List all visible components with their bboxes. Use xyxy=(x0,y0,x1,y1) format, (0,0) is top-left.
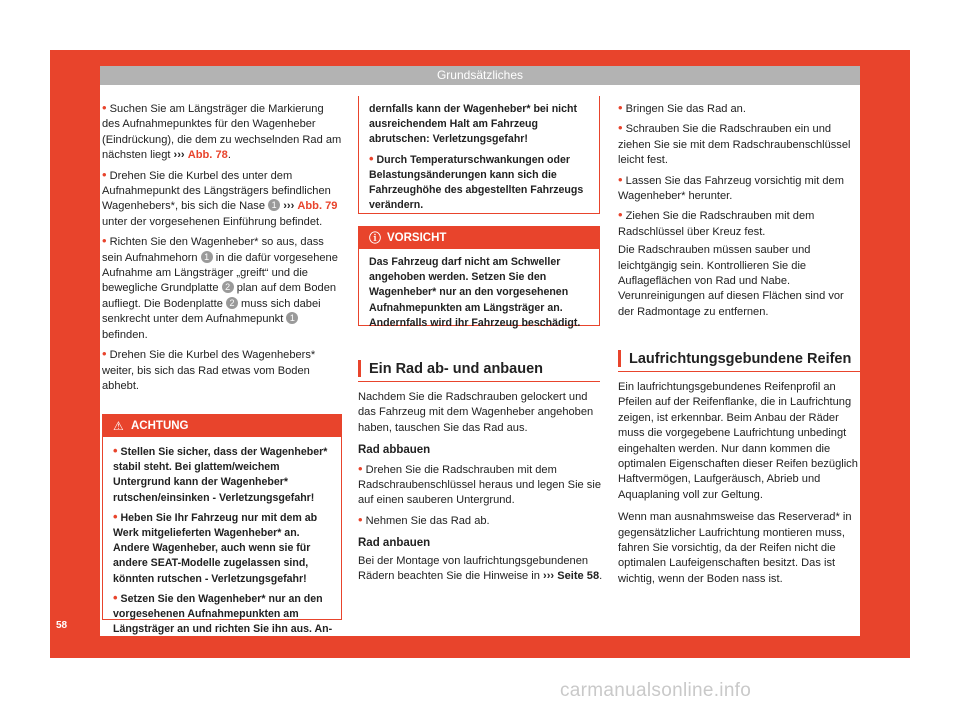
bullet-item: • Richten Sie den Wagenheber* so aus, dass sein Aufnahmehorn 1 in die dafür vorgesehene Aufnahme am Längsträger „greift“ und die bewegliche Grundplatte 2 plan auf dem Boden aufliegt. Die Bodenplatte 2 muss sich dabei senkrecht unter dem Aufnahmepunkt 1 befinden. xyxy=(102,233,338,341)
warning-body xyxy=(103,437,341,646)
bullet-icon: • xyxy=(102,166,107,182)
callout-number: 2 xyxy=(226,297,238,309)
subheading: Rad abbauen xyxy=(358,444,431,457)
warning-continuation-box xyxy=(358,96,600,214)
page-number: 58 xyxy=(56,620,68,631)
paragraph: Die Radschrauben müssen sauber und leichtgängig sein. Kontrollieren Sie die Auflageflächen von Rad und Nabe. Verunreinigungen auf diesen Flächen sind vor der Radmontage zu entfernen. xyxy=(618,244,844,318)
section-heading xyxy=(358,356,600,382)
warning-continuation-body xyxy=(359,96,599,222)
page-header: Grundsätzliches xyxy=(100,66,860,85)
info-circle-icon: ⓘ xyxy=(369,231,382,245)
bullet-icon: • xyxy=(369,150,374,166)
callout-number: 2 xyxy=(222,281,234,293)
bullet-item: • Drehen Sie die Kurbel des unter dem Aufnahmepunkt des Längsträgers befindlichen Wagenhebers*, bis sich die Nase 1 ››› Abb. 79 unter der vorgesehenen Einführung befindet. xyxy=(102,166,338,228)
caution-box xyxy=(358,226,600,329)
watermark: carmanualsonline.info xyxy=(560,680,752,701)
bullet-icon: • xyxy=(618,120,623,136)
bullet-icon: • xyxy=(618,100,623,115)
bullet-icon: • xyxy=(113,589,118,605)
warning-item: • Setzen Sie den Wagenheber* nur an den vorgesehenen Aufnahmepunkten am Längsträger an und richten Sie ihn aus. An- xyxy=(113,589,333,636)
warning-text: dernfalls kann der Wagenheber* bei nicht ausreichendem Halt am Fahrzeug abrutschen: Verletzungsgefahr! xyxy=(369,103,577,146)
bullet-icon: • xyxy=(358,460,363,476)
bullet-item: • Drehen Sie die Radschrauben mit dem Radschraubenschlüssel heraus und legen Sie sie auf einen sauberen Untergrund. xyxy=(358,460,601,507)
section-title: Ein Rad ab- und anbauen xyxy=(369,360,544,377)
page-link[interactable]: Seite 58 xyxy=(557,570,600,583)
column-left xyxy=(102,100,342,397)
paragraph: Ein laufrichtungsgebundenes Reifenprofil an Pfeilen auf der Reifenflanke, die in Laufrichtung zeigen, ist erkennbar. Beim Anbau der Räder muss die vorgegebene Laufrichtung unbedingt eingehalten werden. Nur dann kommen die optimalen Eigenschaften dieser Reifen bezüglich Haftvermögen, Laufgeräusch, Abrieb und Aquaplaning voll zur Geltung. xyxy=(618,381,858,501)
column-middle-body xyxy=(358,390,604,591)
paragraph: Wenn man ausnahmsweise das Reserverad* in gegensätzlicher Laufrichtung montieren muss, fahren Sie vorsichtig, da der Reifen nicht die optimalen Laufeigenschaften besitzt. Das ist wichtig, wenn der Boden nass ist. xyxy=(618,511,852,585)
callout-number: 1 xyxy=(286,312,298,324)
paragraph: Nachdem Sie die Radschrauben gelockert und das Fahrzeug mit dem Wagenheber angehoben haben, tauschen Sie das Rad aus. xyxy=(358,391,594,434)
column-right-body xyxy=(618,380,858,594)
warning-box xyxy=(102,414,342,636)
heading-accent-bar xyxy=(358,360,361,377)
bullet-item: • Lassen Sie das Fahrzeug vorsichtig mit dem Wagenheber* herunter. xyxy=(618,171,844,203)
bullet-icon: • xyxy=(618,171,623,187)
bullet-item: • Bringen Sie das Rad an. xyxy=(618,100,746,115)
section-heading xyxy=(618,346,860,372)
bullet-icon: • xyxy=(618,207,623,223)
bullet-icon: • xyxy=(102,100,107,115)
bullet-icon: • xyxy=(102,346,107,362)
bullet-icon: • xyxy=(358,511,363,527)
callout-number: 1 xyxy=(201,251,213,263)
subheading: Rad anbauen xyxy=(358,537,431,550)
bullet-icon: • xyxy=(113,508,118,524)
bullet-item: • Suchen Sie am Längsträger die Markierung des Aufnahmepunktes für den Wagenheber (Eindrückung), die dem zu wechselnden Rad am nächsten liegt ››› Abb. 78. xyxy=(102,100,342,162)
figure-link[interactable]: Abb. 78 xyxy=(187,149,228,162)
callout-number: 1 xyxy=(268,199,280,211)
warning-item: • Stellen Sie sicher, dass der Wagenheber* stabil steht. Bei glattem/weichem Untergrund kann der Wagenheber* rutschen/einsinken - Verletzungsgefahr! xyxy=(113,443,328,504)
bullet-item: • Drehen Sie die Kurbel des Wagenhebers* weiter, bis sich das Rad etwas vom Boden abhebt. xyxy=(102,346,316,392)
warning-item: • Durch Temperaturschwankungen oder Belastungsänderungen kann sich die Fahrzeughöhe des abgestellten Fahrzeugs verändern. xyxy=(369,150,584,212)
bullet-item: • Ziehen Sie die Radschrauben mit dem Radschlüssel über Kreuz fest. xyxy=(618,207,815,238)
paragraph: Bei der Montage von laufrichtungsgebundenen Rädern beachten Sie die Hinweise in ››› Seite 58. xyxy=(358,554,603,583)
column-right xyxy=(618,100,858,327)
caution-header: ⓘ VORSICHT xyxy=(359,227,599,249)
section-title: Laufrichtungsgebundene Reifen xyxy=(629,350,852,367)
heading-accent-bar xyxy=(618,350,621,367)
bullet-item: • Schrauben Sie die Radschrauben ein und ziehen Sie sie mit dem Radschraubenschlüssel leicht fest. xyxy=(618,120,851,167)
warning-item: • Heben Sie Ihr Fahrzeug nur mit dem ab Werk mitgelieferten Wagenheber* an. Andere Wagenheber, auch wenn sie für andere SEAT-Modelle zugelassen sind, könnten rutschen - Verletzungsgefahr! xyxy=(113,508,318,585)
warning-triangle-icon: ⚠ xyxy=(113,419,124,433)
figure-link[interactable]: Abb. 79 xyxy=(297,200,338,213)
bullet-icon: • xyxy=(102,233,107,249)
warning-header: ⚠ ACHTUNG xyxy=(103,415,341,437)
bullet-icon: • xyxy=(113,443,118,458)
caution-body: Das Fahrzeug darf nicht am Schweller angehoben werden. Setzen Sie den Wagenheber* nur an den vorgesehenen Aufnahmepunkten am Längsträger an. Andernfalls wird ihr Fahrzeug beschädigt. xyxy=(369,256,581,329)
bullet-item: • Nehmen Sie das Rad ab. xyxy=(358,511,490,527)
